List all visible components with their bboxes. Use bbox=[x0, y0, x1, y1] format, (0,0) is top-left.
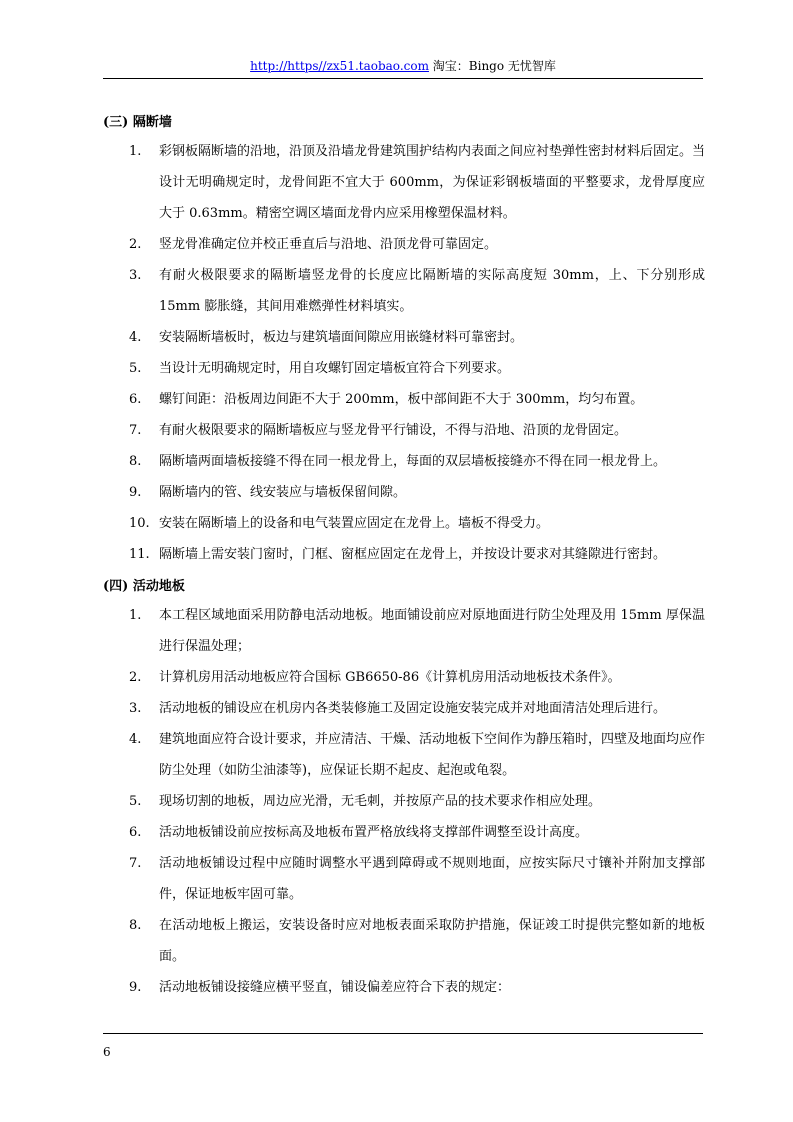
item-text: 在活动地板上搬运，安装设备时应对地板表面采取防护措施，保证竣工时提供完整如新的地板面。 bbox=[159, 918, 705, 964]
list-item bbox=[103, 600, 705, 662]
item-text: 有耐火极限要求的隔断墙竖龙骨的长度应比隔断墙的实际高度短 30mm，上、下分别形成 15mm 膨胀缝，其间用难燃弹性材料填实。 bbox=[159, 268, 705, 314]
list-item bbox=[103, 446, 705, 477]
list-item bbox=[103, 260, 705, 322]
item-text: 计算机房用活动地板应符合国标 GB6650-86《计算机房用活动地板技术条件》。 bbox=[159, 670, 621, 685]
item-text: 现场切割的地板，周边应光滑，无毛刺，并按原产品的技术要求作相应处理。 bbox=[159, 794, 602, 809]
item-number: 2. bbox=[129, 670, 142, 685]
item-text: 安装在隔断墙上的设备和电气装置应固定在龙骨上。墙板不得受力。 bbox=[159, 516, 550, 531]
item-number: 2. bbox=[129, 237, 142, 252]
list-item bbox=[103, 724, 705, 786]
item-number: 3. bbox=[129, 701, 142, 716]
item-number: 3. bbox=[129, 268, 142, 283]
item-text: 活动地板铺设前应按标高及地板布置严格放线将支撑部件调整至设计高度。 bbox=[159, 825, 589, 840]
item-text: 本工程区域地面采用防静电活动地板。地面铺设前应对原地面进行防尘处理及用 15mm 厚保温进行保温处理； bbox=[159, 608, 705, 654]
list-item bbox=[103, 848, 705, 910]
item-number: 1. bbox=[129, 608, 142, 623]
section-partition-walls bbox=[103, 110, 705, 570]
item-text: 螺钉间距：沿板周边间距不大于 200mm，板中部间距不大于 300mm，均匀布置。 bbox=[159, 392, 644, 407]
page-header bbox=[103, 56, 703, 76]
item-text: 隔断墙两面墙板接缝不得在同一根龙骨上，每面的双层墙板接缝亦不得在同一根龙骨上。 bbox=[159, 454, 667, 469]
item-text: 活动地板铺设接缝应横平竖直，铺设偏差应符合下表的规定： bbox=[159, 980, 511, 995]
item-number: 6. bbox=[129, 392, 142, 407]
item-number: 7. bbox=[129, 423, 142, 438]
item-text: 活动地板的铺设应在机房内各类装修施工及固定设施安装完成并对地面清洁处理后进行。 bbox=[159, 701, 667, 716]
header-divider bbox=[103, 78, 703, 79]
item-text: 有耐火极限要求的隔断墙板应与竖龙骨平行铺设，不得与沿地、沿顶的龙骨固定。 bbox=[159, 423, 628, 438]
list-item bbox=[103, 384, 705, 415]
footer-divider bbox=[103, 1033, 703, 1034]
item-text: 安装隔断墙板时，板边与建筑墙面间隙应用嵌缝材料可靠密封。 bbox=[159, 330, 524, 345]
item-number: 1. bbox=[129, 144, 142, 159]
list-item bbox=[103, 508, 705, 539]
item-number: 9. bbox=[129, 980, 142, 995]
section-raised-floor bbox=[103, 574, 705, 1003]
item-text: 隔断墙内的管、线安装应与墙板保留间隙。 bbox=[159, 485, 407, 500]
item-text: 竖龙骨准确定位并校正垂直后与沿地、沿顶龙骨可靠固定。 bbox=[159, 237, 498, 252]
item-number: 6. bbox=[129, 825, 142, 840]
item-number: 10. bbox=[129, 516, 150, 531]
list-item bbox=[103, 415, 705, 446]
section-title: (四) 活动地板 bbox=[103, 579, 185, 594]
list-item bbox=[103, 136, 705, 229]
list-item bbox=[103, 786, 705, 817]
document-body bbox=[103, 110, 705, 1003]
item-number: 5. bbox=[129, 794, 142, 809]
item-number: 8. bbox=[129, 454, 142, 469]
item-text: 活动地板铺设过程中应随时调整水平遇到障碍或不规则地面，应按实际尺寸镶补并附加支撑部件，保证地板牢固可靠。 bbox=[159, 856, 705, 902]
item-text: 彩钢板隔断墙的沿地，沿顶及沿墙龙骨建筑围护结构内表面之间应衬垫弹性密封材料后固定。当设计无明确规定时，龙骨间距不宜大于 600mm，为保证彩钢板墙面的平整要求，龙骨厚度应大于 0.63mm。精密空调区墙面龙骨内应采用橡塑保温材料。 bbox=[159, 144, 706, 221]
list-item bbox=[103, 229, 705, 260]
list-item bbox=[103, 662, 705, 693]
header-suffix: 淘宝：Bingo 无忧智库 bbox=[428, 59, 556, 73]
list-item bbox=[103, 972, 705, 1003]
item-number: 11. bbox=[129, 547, 150, 562]
header-link[interactable]: http://https//zx51.taobao.com bbox=[250, 59, 429, 73]
item-number: 4. bbox=[129, 732, 142, 747]
list-item bbox=[103, 817, 705, 848]
list-item bbox=[103, 539, 705, 570]
list-item bbox=[103, 477, 705, 508]
list-item bbox=[103, 693, 705, 724]
item-number: 7. bbox=[129, 856, 142, 871]
list-item bbox=[103, 322, 705, 353]
item-text: 建筑地面应符合设计要求，并应清洁、干燥、活动地板下空间作为静压箱时，四壁及地面均应作防尘处理（如防尘油漆等)，应保证长期不起皮、起泡或龟裂。 bbox=[159, 732, 706, 778]
item-number: 5. bbox=[129, 361, 142, 376]
item-text: 当设计无明确规定时，用自攻螺钉固定墙板宜符合下列要求。 bbox=[159, 361, 511, 376]
item-number: 8. bbox=[129, 918, 142, 933]
section-title: (三) 隔断墙 bbox=[103, 115, 172, 130]
list-item bbox=[103, 910, 705, 972]
page-number: 6 bbox=[103, 1045, 111, 1059]
list-item bbox=[103, 353, 705, 384]
item-number: 9. bbox=[129, 485, 142, 500]
item-number: 4. bbox=[129, 330, 142, 345]
item-text: 隔断墙上需安装门窗时，门框、窗框应固定在龙骨上，并按设计要求对其缝隙进行密封。 bbox=[159, 547, 667, 562]
